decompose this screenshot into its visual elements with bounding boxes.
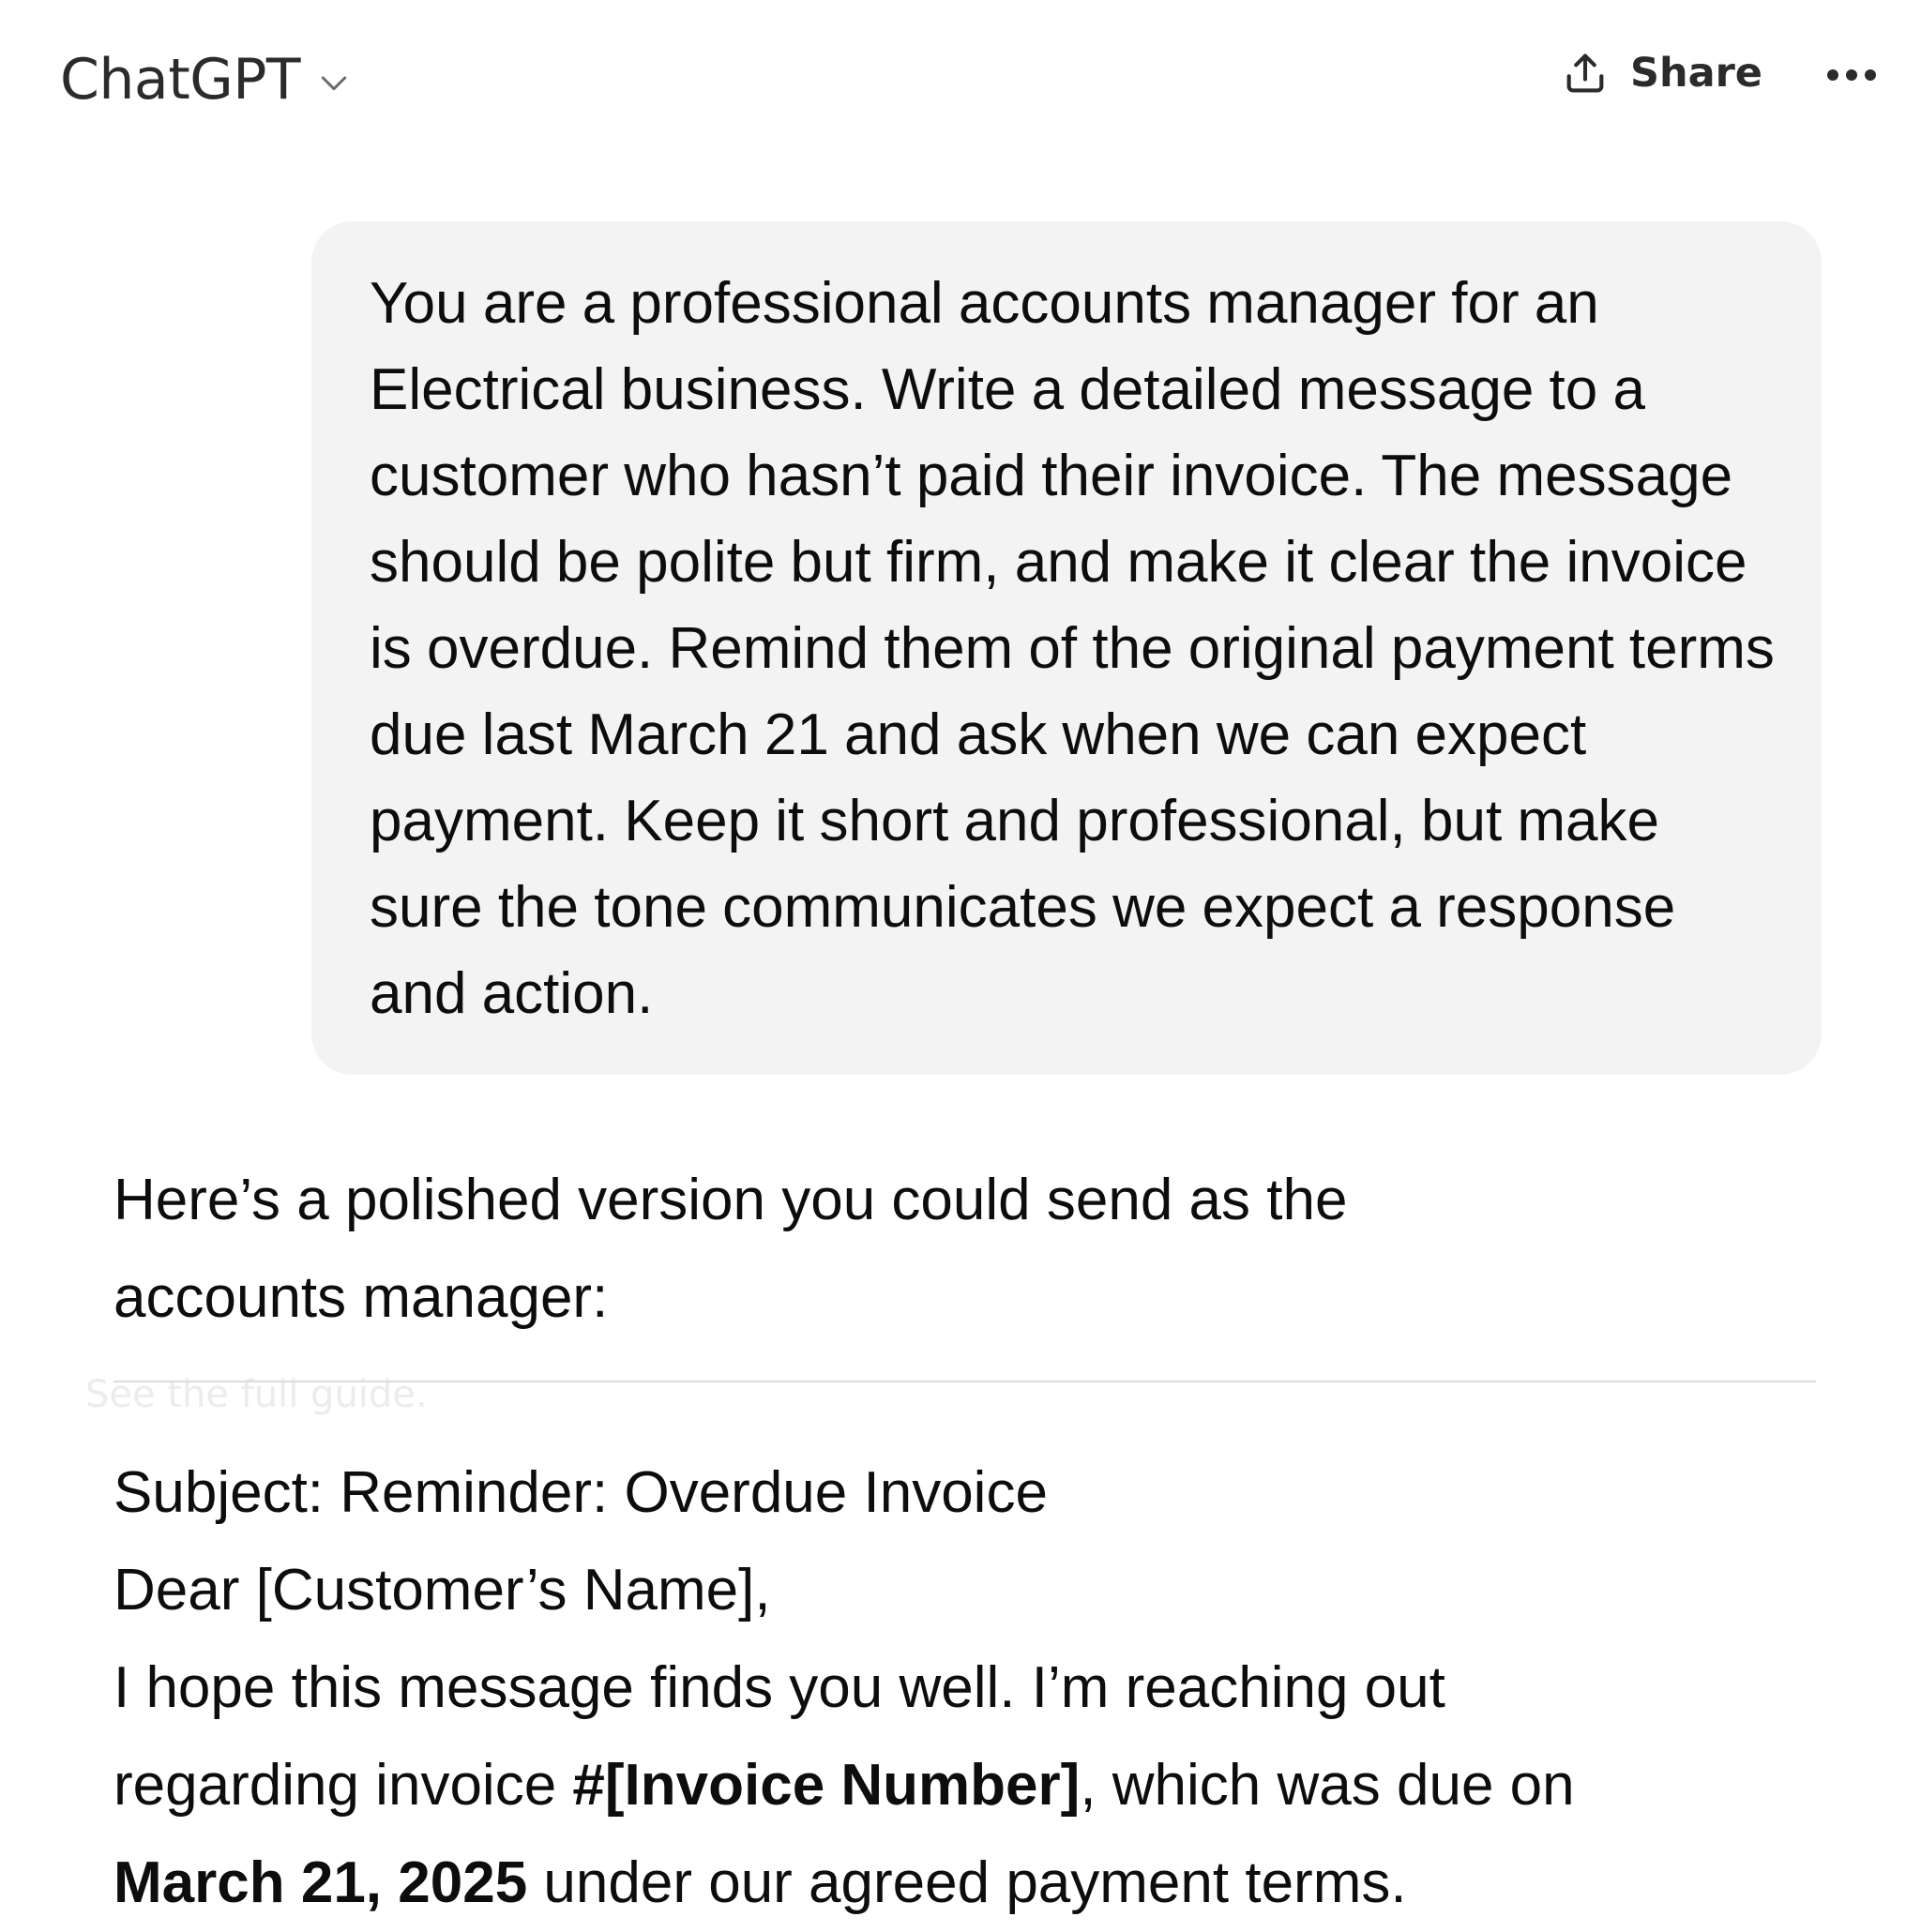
chevron-down-icon — [315, 64, 353, 101]
due-date: March 21, 2025 — [113, 1850, 528, 1915]
assistant-message — [85, 1152, 1821, 1915]
divider — [113, 1381, 1816, 1382]
user-message-bubble — [311, 221, 1822, 1075]
email-body-text: , which was due on — [1080, 1753, 1575, 1818]
faint-guide-link: See the full guide. — [85, 1373, 428, 1416]
top-bar — [0, 0, 1921, 159]
email-subject: Subject: Reminder: Overdue Invoice — [113, 1460, 1048, 1525]
email-body-text: under our agreed payment terms. — [527, 1850, 1407, 1915]
assistant-intro: Here’s a polished version you could send as the accounts manager: — [113, 1168, 1348, 1330]
share-label: Share — [1630, 50, 1762, 97]
email-draft — [113, 1444, 1708, 1932]
more-dots-icon — [1823, 54, 1880, 96]
user-message-text: You are a professional accounts manager for an Electrical business. Write a detailed message to a customer who hasn’t paid their invoice. The message should be polite but firm, and make it clear the invoice is overdue. Remind them of the original payment terms due last March 21 and ask when we can expect payment. Keep it short and professional, but make sure the tone communicates we expect a response and action. — [370, 271, 1775, 1026]
share-upload-icon — [1561, 49, 1610, 98]
app-title: ChatGPT — [60, 47, 301, 113]
email-body-paragraph — [113, 1639, 1577, 1932]
model-selector[interactable] — [60, 47, 353, 113]
email-greeting: Dear [Customer’s Name], — [113, 1558, 771, 1623]
invoice-number: #[Invoice Number] — [572, 1753, 1081, 1818]
more-options-button[interactable] — [1823, 54, 1880, 96]
email-body-text: I hope this message finds you well. I’m reaching out regarding invoice — [113, 1655, 1445, 1818]
share-button[interactable] — [1561, 49, 1762, 98]
